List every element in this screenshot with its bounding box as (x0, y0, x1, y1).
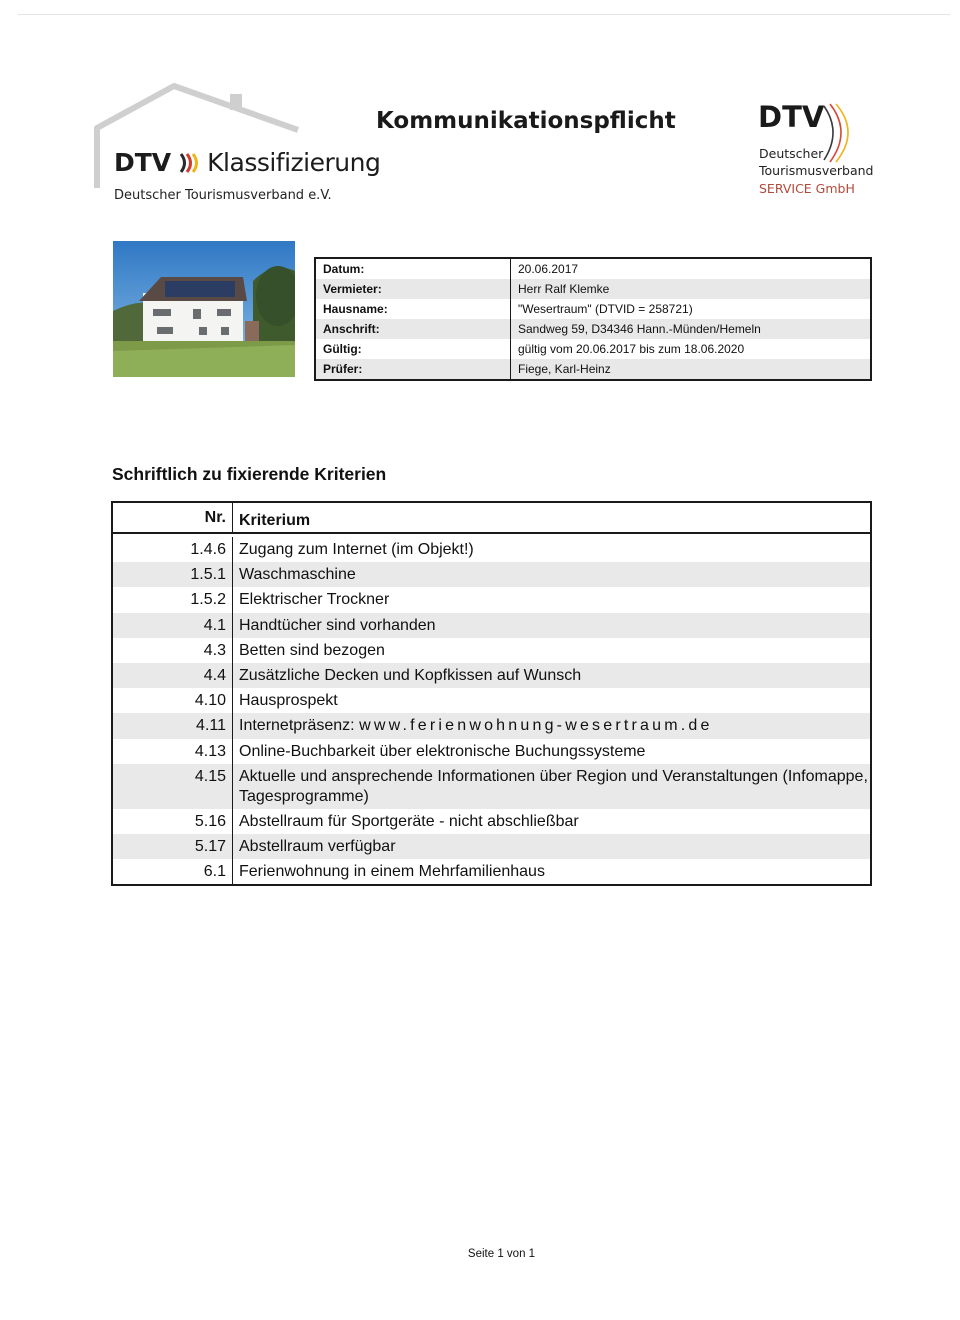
info-value: Sandweg 59, D34346 Hann.-Münden/Hemeln (511, 319, 870, 339)
info-value: Herr Ralf Klemke (511, 279, 870, 299)
table-row (113, 638, 870, 663)
brand-text: DTV (758, 100, 825, 134)
criterion-number: 4.1 (113, 613, 233, 638)
logo-line-2: Tourismusverband (759, 163, 874, 178)
criterion-text: Aktuelle und ansprechende Informationen über Region und Veranstaltungen (Infomappe, Tagesprogramme) (233, 764, 870, 809)
table-row (113, 587, 870, 612)
criterion-number: 1.4.6 (113, 537, 233, 562)
info-row-datum (316, 259, 870, 279)
criterion-text: Elektrischer Trockner (239, 591, 390, 609)
criterion-text: Zusätzliche Decken und Kopfkissen auf Wunsch (233, 663, 870, 688)
section-title: Schriftlich zu fixierende Kriterien (112, 464, 387, 484)
chevron-arcs-icon (179, 152, 201, 174)
criterion-text: Zugang zum Internet (im Objekt!) (239, 541, 474, 558)
table-row (113, 764, 870, 809)
info-row-gueltig (316, 339, 870, 359)
criterion-number: 4.13 (113, 739, 233, 764)
table-row (113, 739, 870, 764)
info-value: "Wesertraum" (DTVID = 258721) (518, 302, 693, 316)
criterion-number: 5.16 (113, 809, 233, 834)
criterion-text: Internetpräsenz: (239, 717, 360, 735)
criterion-number: 6.1 (113, 859, 233, 884)
criterion-text: Abstellraum für Sportgeräte - nicht abschließbar (239, 812, 579, 830)
logo-label: Klassifizierung (207, 148, 381, 177)
info-row-hausname (316, 299, 870, 319)
info-table (314, 257, 872, 381)
criterion-number: 1.5.2 (113, 587, 233, 612)
column-header-kriterium: Kriterium (239, 512, 311, 529)
brand-text: DTV (114, 148, 172, 177)
table-header (113, 503, 870, 534)
criterion-text-with-url (233, 713, 870, 738)
info-value: 20.06.2017 (518, 262, 579, 276)
criterion-number: 4.10 (113, 688, 233, 713)
criterion-text: Abstellraum verfügbar (233, 834, 870, 859)
table-body (113, 534, 870, 884)
criterion-text: Waschmaschine (233, 562, 870, 587)
document-title: Kommunikationspflicht (376, 108, 676, 134)
dtv-service-logo (758, 100, 898, 210)
table-row (113, 688, 870, 713)
criterion-text: Online-Buchbarkeit über elektronische Buchungssysteme (239, 742, 646, 760)
table-row (113, 663, 870, 688)
criterion-number: 4.3 (113, 638, 233, 663)
info-row-anschrift (316, 319, 870, 339)
dtv-klassifizierung-logo (94, 80, 381, 210)
criterion-number: 4.15 (113, 764, 233, 809)
info-label: Datum: (316, 259, 511, 279)
criterion-number: 1.5.1 (113, 562, 233, 587)
info-row-vermieter (316, 279, 870, 299)
page-number: Seite 1 von 1 (467, 1248, 536, 1260)
criterion-text: Handtücher sind vorhanden (233, 613, 870, 638)
website-link[interactable]: www.ferienwohnung-wesertraum.de (359, 717, 713, 735)
criterion-text: Ferienwohnung in einem Mehrfamilienhaus (239, 863, 545, 881)
criterion-number: 5.17 (113, 834, 233, 859)
table-row (113, 809, 870, 834)
info-label: Prüfer: (316, 359, 511, 379)
column-header-nr: Nr. (113, 503, 233, 532)
info-row-pruefer (316, 359, 870, 379)
info-value: Fiege, Karl-Heinz (511, 359, 870, 379)
table-row (113, 859, 870, 884)
house-photo (113, 241, 295, 377)
table-row (113, 613, 870, 638)
table-row (113, 713, 870, 738)
arcs-icon (820, 102, 870, 164)
info-label: Anschrift: (316, 319, 511, 339)
logo-org: Deutscher Tourismusverband e.V. (114, 188, 332, 203)
criterion-number: 4.4 (113, 663, 233, 688)
criterion-text: Betten sind bezogen (239, 641, 385, 659)
info-label: Gültig: (316, 339, 511, 359)
table-row (113, 562, 870, 587)
criterion-text: Hausprospekt (239, 692, 338, 710)
criterion-number: 4.11 (113, 713, 233, 738)
info-value: gültig vom 20.06.2017 bis zum 18.06.2020 (518, 342, 745, 356)
table-row (113, 834, 870, 859)
info-label: Vermieter: (316, 279, 511, 299)
logo-line-3: SERVICE GmbH (759, 181, 855, 196)
page-edge (18, 14, 950, 15)
logo-line-1: Deutscher (759, 146, 824, 161)
criteria-table (111, 501, 872, 886)
info-label: Hausname: (316, 299, 511, 319)
table-row (113, 537, 870, 562)
